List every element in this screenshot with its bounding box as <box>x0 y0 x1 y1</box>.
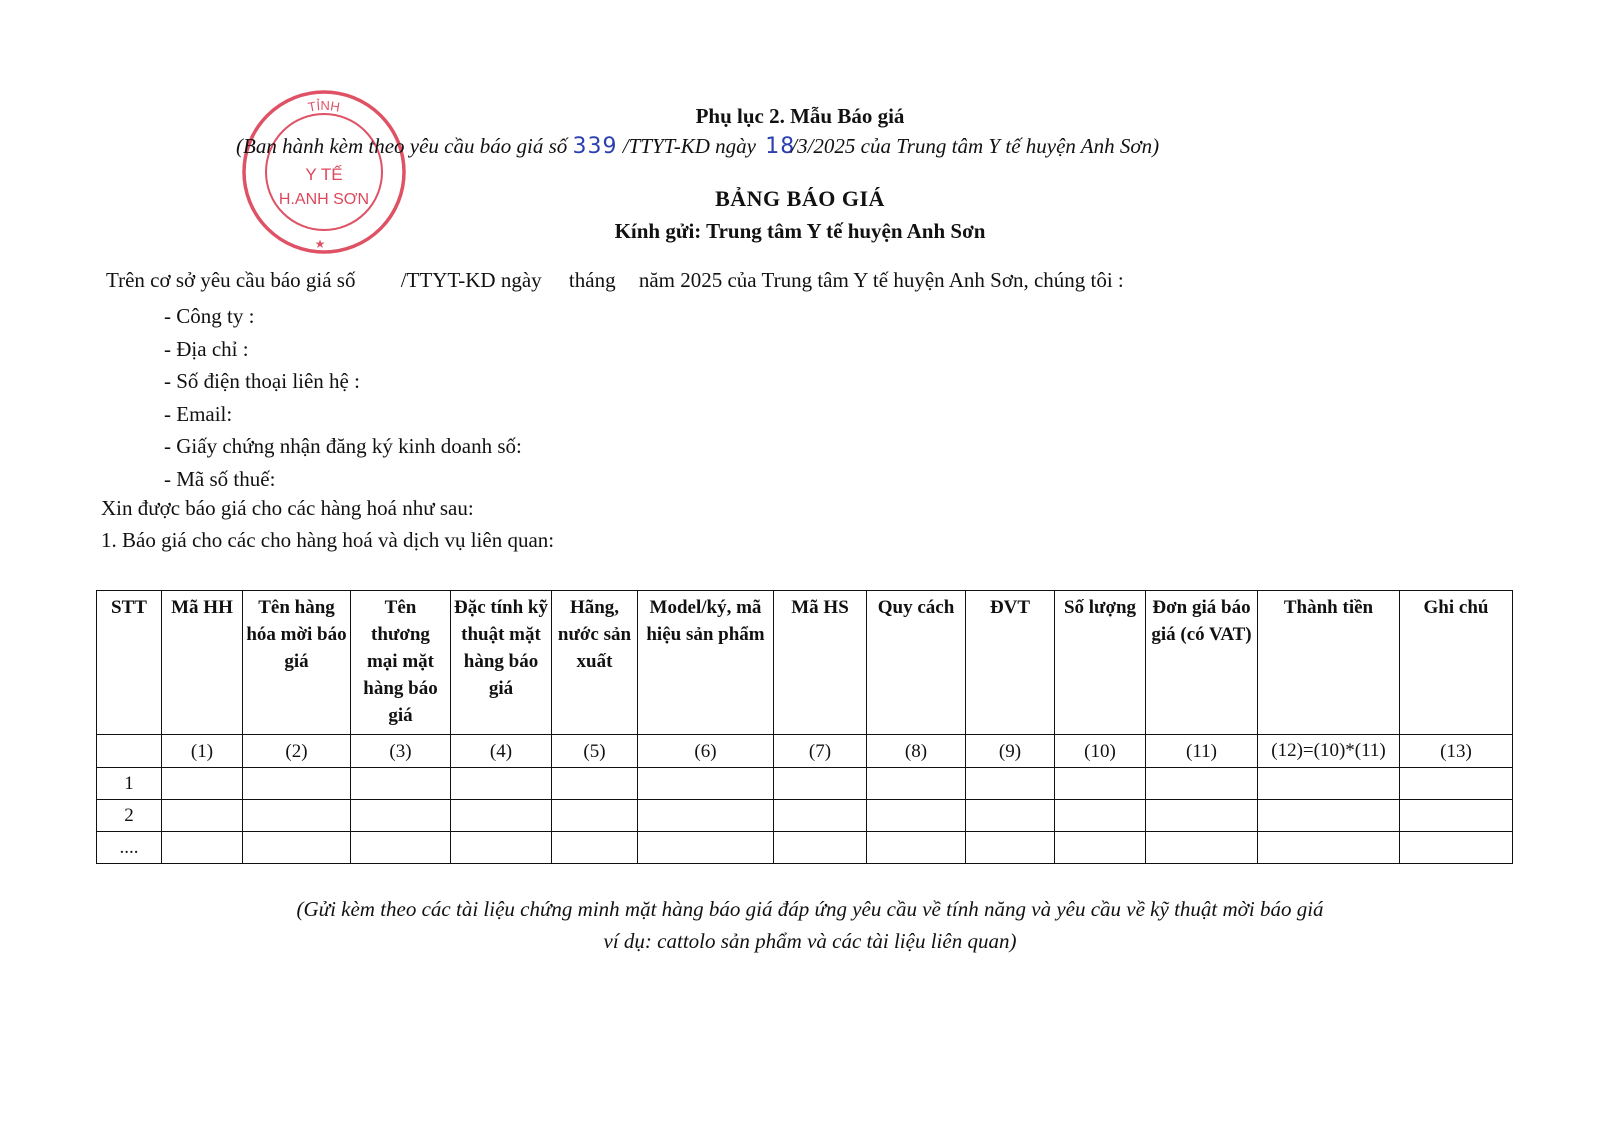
intro-part-1: Trên cơ sở yêu cầu báo giá số <box>106 268 356 292</box>
table-cell <box>966 768 1055 800</box>
col-header: Mã HH <box>162 591 243 735</box>
seal-top-arc: TỈNH <box>306 97 342 115</box>
table-cell <box>243 768 351 800</box>
table-cell: (10) <box>1055 735 1146 768</box>
table-cell <box>867 832 966 864</box>
info-email: - Email: <box>164 401 233 426</box>
info-phone: - Số điện thoại liên hệ : <box>164 369 360 394</box>
table-cell <box>774 832 867 864</box>
table-cell <box>162 800 243 832</box>
info-business-license: - Giấy chứng nhận đăng ký kinh doanh số: <box>164 434 522 459</box>
table-cell: (12)=(10)*(11) <box>1258 735 1400 768</box>
table-cell <box>1258 768 1400 800</box>
table-row <box>97 800 1513 832</box>
table-cell <box>638 768 774 800</box>
table-cell <box>867 800 966 832</box>
addressee-line: Kính gửi: Trung tâm Y tế huyện Anh Sơn <box>614 219 986 243</box>
table-cell <box>1400 800 1513 832</box>
table-cell <box>1146 768 1258 800</box>
col-header: Thành tiền <box>1258 591 1400 735</box>
table-cell <box>1146 800 1258 832</box>
table-cell <box>867 768 966 800</box>
info-address: - Địa chỉ : <box>164 336 249 361</box>
table-row <box>97 832 1513 864</box>
col-header: Mã HS <box>774 591 867 735</box>
appendix-title: Phụ lục 2. Mẫu Báo giá <box>695 104 905 128</box>
table-cell: (1) <box>162 735 243 768</box>
table-cell: (8) <box>867 735 966 768</box>
subtitle-prefix: (Ban hành kèm theo yêu cầu báo giá số <box>236 134 568 158</box>
table-cell <box>1055 800 1146 832</box>
table-cell: (4) <box>451 735 552 768</box>
table-cell: (7) <box>774 735 867 768</box>
attachment-footnote <box>0 893 1600 957</box>
col-header: Đặc tính kỹ thuật mặt hàng báo giá <box>451 591 552 735</box>
table-cell <box>451 768 552 800</box>
table-index-row <box>97 735 1513 768</box>
table-cell <box>552 832 638 864</box>
col-header: Hãng, nước sản xuất <box>552 591 638 735</box>
table-cell <box>162 768 243 800</box>
table-cell <box>552 768 638 800</box>
col-header: Số lượng <box>1055 591 1146 735</box>
section-1-title: 1. Báo giá cho các cho hàng hoá và dịch vụ liên quan: <box>101 528 555 552</box>
table-cell <box>162 832 243 864</box>
table-cell: (5) <box>552 735 638 768</box>
table-cell: 2 <box>97 800 162 832</box>
handwritten-number: 339 <box>572 134 618 159</box>
issuance-subtitle <box>236 134 1159 159</box>
quotation-table <box>96 590 1513 864</box>
handwritten-day: 18 <box>765 134 796 159</box>
table-cell: .... <box>97 832 162 864</box>
subtitle-suffix: /3/2025 của Trung tâm Y tế huyện Anh Sơn) <box>791 134 1160 158</box>
table-cell <box>351 832 451 864</box>
table-cell <box>351 768 451 800</box>
table-cell: (11) <box>1146 735 1258 768</box>
col-header: Ghi chú <box>1400 591 1513 735</box>
table-cell <box>1258 832 1400 864</box>
table-cell <box>1055 832 1146 864</box>
footnote-line-2: ví dụ: cattolo sản phẩm và các tài liệu liên quan) <box>603 929 1017 953</box>
table-cell <box>774 800 867 832</box>
col-header: Tên hàng hóa mời báo giá <box>243 591 351 735</box>
table-cell <box>1400 832 1513 864</box>
table-cell <box>1400 768 1513 800</box>
table-cell <box>451 832 552 864</box>
col-header: Model/ký, mã hiệu sản phẩm <box>638 591 774 735</box>
table-cell <box>243 832 351 864</box>
table-header-row <box>97 591 1513 735</box>
table-cell: 1 <box>97 768 162 800</box>
table-cell <box>638 800 774 832</box>
table-cell: (2) <box>243 735 351 768</box>
table-cell <box>351 800 451 832</box>
table-cell <box>97 735 162 768</box>
table-cell <box>966 800 1055 832</box>
table-cell: (6) <box>638 735 774 768</box>
table-cell <box>1146 832 1258 864</box>
table-cell <box>966 832 1055 864</box>
seal-star-icon: ★ <box>314 237 326 251</box>
col-header: Đơn giá báo giá (có VAT) <box>1146 591 1258 735</box>
col-header: Quy cách <box>867 591 966 735</box>
table-cell <box>638 832 774 864</box>
footnote-line-1: (Gửi kèm theo các tài liệu chứng minh mặt hàng báo giá đáp ứng yêu cầu về tính năng và yêu cầu về kỹ thuật mời báo giá <box>296 897 1324 921</box>
table-cell <box>243 800 351 832</box>
table-cell <box>1055 768 1146 800</box>
intro-part-3: tháng <box>568 268 616 292</box>
table-cell <box>774 768 867 800</box>
table-row <box>97 768 1513 800</box>
col-header: STT <box>97 591 162 735</box>
document-heading: BẢNG BÁO GIÁ <box>715 186 885 211</box>
supplier-info-list <box>164 300 522 496</box>
col-header: Tên thương mại mặt hàng báo giá <box>351 591 451 735</box>
table-cell: (9) <box>966 735 1055 768</box>
table-cell: (13) <box>1400 735 1513 768</box>
subtitle-mid: /TTYT-KD ngày <box>622 134 756 158</box>
intro-line <box>106 268 1124 293</box>
seal-line-1: Y TẾ <box>305 165 343 184</box>
table-cell: (3) <box>351 735 451 768</box>
intro-part-4: năm 2025 của Trung tâm Y tế huyện Anh Sơn, chúng tôi : <box>638 268 1124 292</box>
table-cell <box>1258 800 1400 832</box>
table-cell <box>552 800 638 832</box>
seal-line-2: H.ANH SƠN <box>278 191 370 208</box>
table-cell <box>451 800 552 832</box>
quote-lead: Xin được báo giá cho các hàng hoá như sau: <box>101 496 474 520</box>
intro-part-2: /TTYT-KD ngày <box>400 268 542 292</box>
col-header: ĐVT <box>966 591 1055 735</box>
info-tax-code: - Mã số thuế: <box>164 466 276 491</box>
info-company: - Công ty : <box>164 304 255 328</box>
